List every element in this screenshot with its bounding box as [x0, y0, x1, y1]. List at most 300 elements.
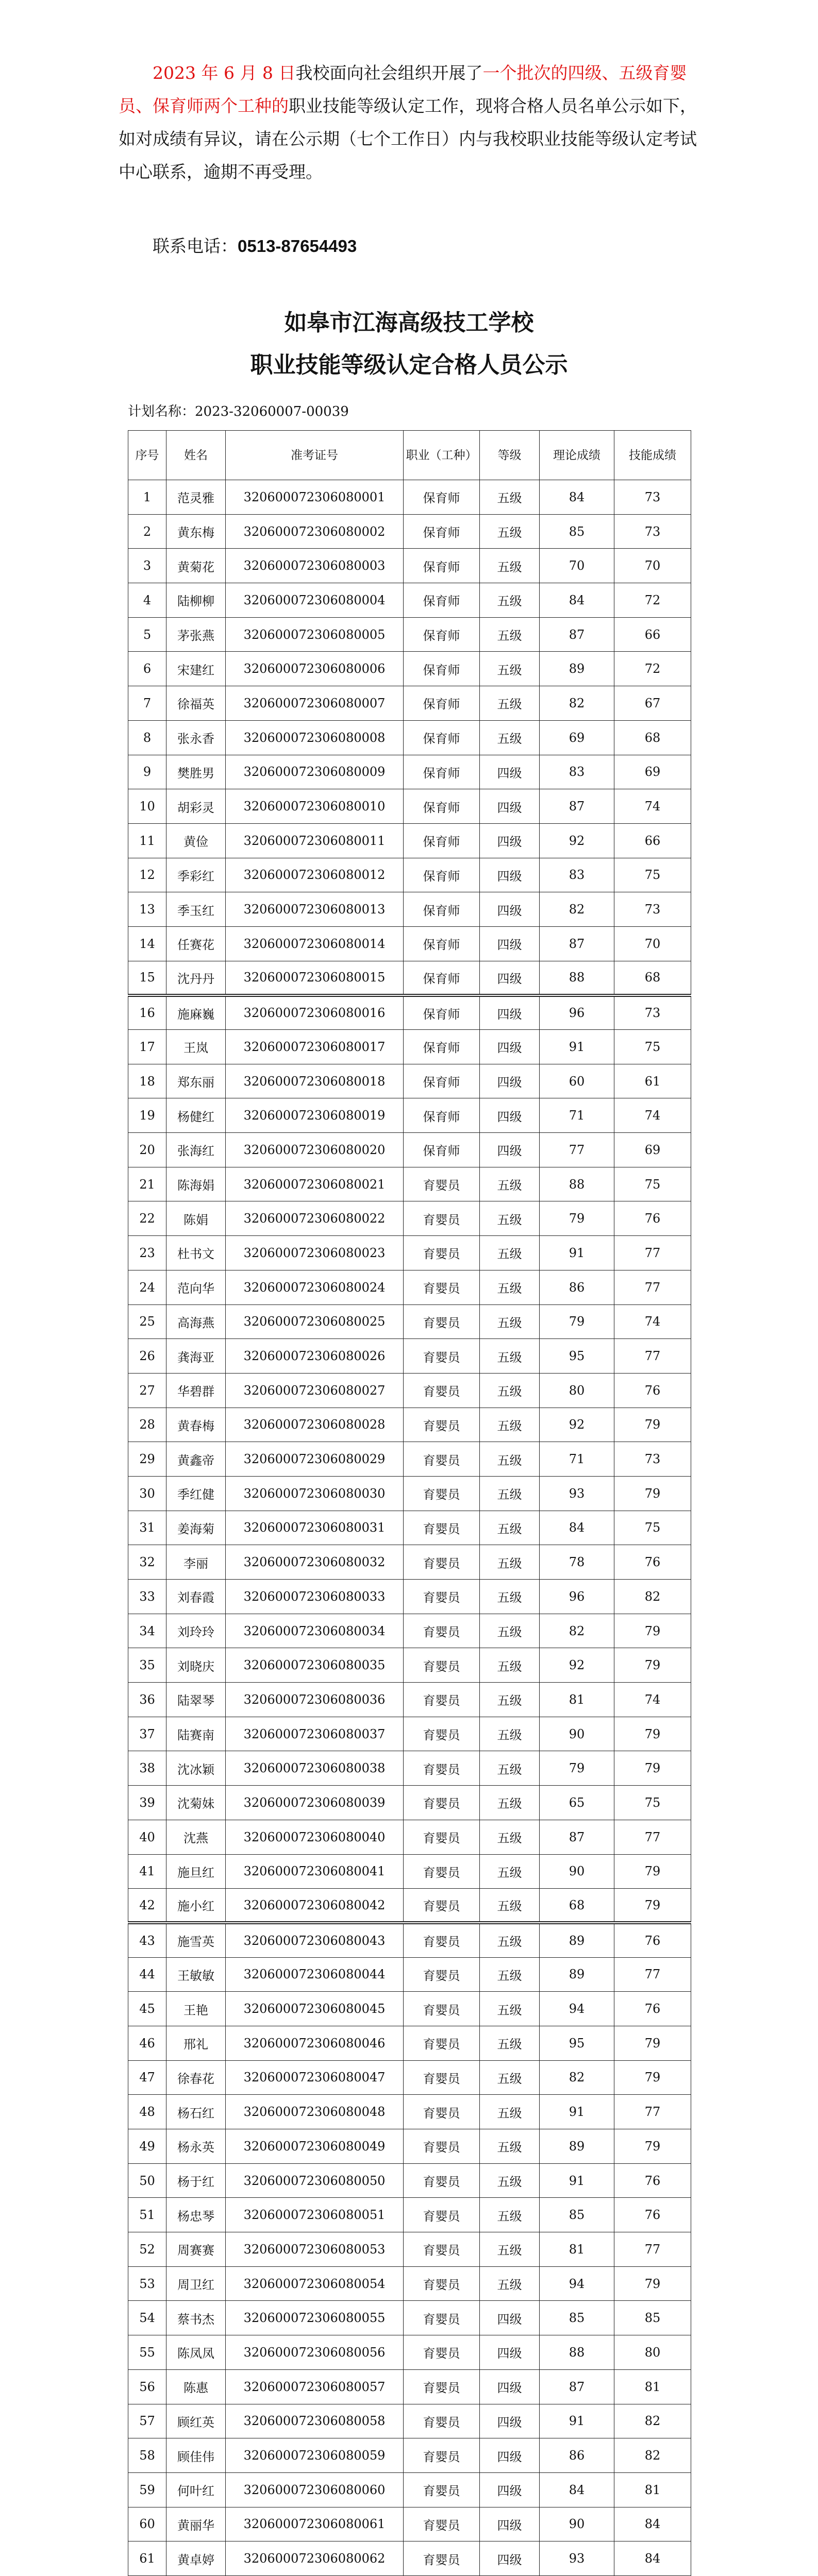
cell-skill: 79 — [614, 2060, 691, 2095]
cell-name: 顾佳伟 — [166, 2438, 226, 2473]
cell-job: 育婴员 — [404, 1889, 480, 1923]
cell-job: 保育师 — [404, 823, 480, 858]
cell-cert: 320600072306080044 — [226, 1957, 404, 1992]
cell-cert: 320600072306080016 — [226, 995, 404, 1030]
header-level: 等级 — [480, 431, 540, 480]
table-row — [128, 1304, 691, 1339]
cell-theory: 85 — [540, 2198, 614, 2232]
cell-level: 五级 — [480, 1201, 540, 1236]
cell-name: 刘玲玲 — [166, 1614, 226, 1648]
cell-theory: 94 — [540, 2266, 614, 2301]
cell-theory: 90 — [540, 2507, 614, 2541]
cell-seq: 61 — [128, 2541, 166, 2576]
table-row — [128, 2472, 691, 2507]
cell-name: 陆翠琴 — [166, 1683, 226, 1717]
table-row — [128, 1201, 691, 1236]
table-row — [128, 1030, 691, 1064]
cell-seq: 56 — [128, 2369, 166, 2404]
notice-text-1: 我校面向社会组织开展了 — [295, 63, 483, 83]
cell-seq: 24 — [128, 1270, 166, 1304]
cell-name: 樊胜男 — [166, 755, 226, 789]
cell-skill: 68 — [614, 961, 691, 995]
cell-level: 五级 — [480, 1614, 540, 1648]
cell-theory: 71 — [540, 1098, 614, 1133]
cell-job: 保育师 — [404, 961, 480, 995]
cell-skill: 77 — [614, 1270, 691, 1304]
cell-skill: 72 — [614, 583, 691, 618]
cell-level: 四级 — [480, 823, 540, 858]
cell-job: 保育师 — [404, 858, 480, 892]
cell-job: 保育师 — [404, 514, 480, 549]
table-body — [128, 480, 691, 2576]
cell-seq: 19 — [128, 1098, 166, 1133]
cell-level: 五级 — [480, 1751, 540, 1786]
cell-cert: 320600072306080002 — [226, 514, 404, 549]
notice-paragraph — [119, 57, 701, 189]
cell-cert: 320600072306080014 — [226, 926, 404, 961]
cell-skill: 82 — [614, 2438, 691, 2473]
table-row — [128, 755, 691, 789]
cell-skill: 70 — [614, 926, 691, 961]
cell-theory: 81 — [540, 1683, 614, 1717]
cell-job: 保育师 — [404, 755, 480, 789]
table-row — [128, 583, 691, 618]
table-row — [128, 1167, 691, 1201]
cell-name: 蔡书杰 — [166, 2301, 226, 2335]
cell-cert: 320600072306080042 — [226, 1889, 404, 1923]
cell-cert: 320600072306080022 — [226, 1201, 404, 1236]
cell-seq: 12 — [128, 858, 166, 892]
table-row — [128, 2266, 691, 2301]
cell-level: 五级 — [480, 1648, 540, 1683]
table-row — [128, 995, 691, 1030]
cell-seq: 11 — [128, 823, 166, 858]
cell-seq: 21 — [128, 1167, 166, 1201]
cell-name: 沈燕 — [166, 1820, 226, 1854]
cell-skill: 81 — [614, 2472, 691, 2507]
cell-theory: 88 — [540, 2335, 614, 2370]
table-row — [128, 1957, 691, 1992]
table-row — [128, 2301, 691, 2335]
cell-name: 杜书文 — [166, 1236, 226, 1270]
cell-cert: 320600072306080056 — [226, 2335, 404, 2370]
header-seq: 序号 — [128, 431, 166, 480]
cell-seq: 3 — [128, 549, 166, 583]
table-row — [128, 1511, 691, 1545]
cell-skill: 79 — [614, 1854, 691, 1889]
cell-theory: 88 — [540, 961, 614, 995]
table-row — [128, 1683, 691, 1717]
cell-theory: 78 — [540, 1545, 614, 1580]
table-row — [128, 1992, 691, 2026]
cell-seq: 46 — [128, 2026, 166, 2060]
cell-name: 张永香 — [166, 720, 226, 755]
cell-cert: 320600072306080055 — [226, 2301, 404, 2335]
cell-job: 育婴员 — [404, 1992, 480, 2026]
table-row — [128, 1064, 691, 1098]
cell-name: 杨于红 — [166, 2163, 226, 2198]
cell-seq: 52 — [128, 2232, 166, 2267]
cell-job: 育婴员 — [404, 1373, 480, 1408]
cell-cert: 320600072306080006 — [226, 652, 404, 686]
cell-cert: 320600072306080054 — [226, 2266, 404, 2301]
cell-seq: 58 — [128, 2438, 166, 2473]
cell-theory: 71 — [540, 1442, 614, 1477]
cell-job: 育婴员 — [404, 2232, 480, 2267]
table-row — [128, 1889, 691, 1923]
cell-skill: 77 — [614, 2095, 691, 2129]
cell-cert: 320600072306080021 — [226, 1167, 404, 1201]
cell-theory: 70 — [540, 549, 614, 583]
cell-seq: 43 — [128, 1923, 166, 1957]
cell-cert: 320600072306080039 — [226, 1786, 404, 1820]
table-header-row — [128, 431, 691, 480]
cell-name: 姜海菊 — [166, 1511, 226, 1545]
cell-cert: 320600072306080009 — [226, 755, 404, 789]
document-title: 职业技能等级认定合格人员公示 — [250, 352, 568, 378]
cell-name: 季彩红 — [166, 858, 226, 892]
cell-theory: 93 — [540, 2541, 614, 2576]
cell-level: 五级 — [480, 1889, 540, 1923]
cell-job: 保育师 — [404, 1030, 480, 1064]
cell-skill: 73 — [614, 892, 691, 927]
cell-job: 保育师 — [404, 686, 480, 721]
cell-seq: 39 — [128, 1786, 166, 1820]
cell-cert: 320600072306080029 — [226, 1442, 404, 1477]
cell-theory: 69 — [540, 720, 614, 755]
table-row — [128, 2404, 691, 2438]
table-row — [128, 2232, 691, 2267]
cell-skill: 74 — [614, 1098, 691, 1133]
cell-cert: 320600072306080004 — [226, 583, 404, 618]
table-row — [128, 892, 691, 927]
cell-skill: 79 — [614, 1648, 691, 1683]
cell-level: 五级 — [480, 652, 540, 686]
cell-skill: 75 — [614, 1167, 691, 1201]
notice-highlight: 一个批次的四级、五级育婴员、保育师两个工种的 — [119, 63, 687, 116]
cell-level: 五级 — [480, 1270, 540, 1304]
cell-level: 四级 — [480, 2404, 540, 2438]
cell-name: 王艳 — [166, 1992, 226, 2026]
table-row — [128, 2060, 691, 2095]
cell-skill: 66 — [614, 823, 691, 858]
cell-theory: 81 — [540, 2232, 614, 2267]
cell-name: 黄东梅 — [166, 514, 226, 549]
cell-level: 四级 — [480, 2541, 540, 2576]
cell-level: 四级 — [480, 2369, 540, 2404]
cell-level: 四级 — [480, 755, 540, 789]
cell-theory: 89 — [540, 2129, 614, 2164]
cell-seq: 54 — [128, 2301, 166, 2335]
cell-name: 徐春花 — [166, 2060, 226, 2095]
cell-skill: 73 — [614, 480, 691, 515]
cell-skill: 79 — [614, 2129, 691, 2164]
cell-level: 五级 — [480, 686, 540, 721]
cell-job: 保育师 — [404, 1064, 480, 1098]
cell-skill: 67 — [614, 686, 691, 721]
header-theory: 理论成绩 — [540, 431, 614, 480]
cell-level: 五级 — [480, 480, 540, 515]
table-row — [128, 1339, 691, 1374]
cell-theory: 89 — [540, 1923, 614, 1957]
cell-skill: 75 — [614, 1030, 691, 1064]
cell-skill: 73 — [614, 514, 691, 549]
cell-level: 五级 — [480, 1717, 540, 1751]
cell-level: 五级 — [480, 1476, 540, 1511]
cell-level: 五级 — [480, 1992, 540, 2026]
cell-cert: 320600072306080008 — [226, 720, 404, 755]
cell-cert: 320600072306080059 — [226, 2438, 404, 2473]
cell-level: 四级 — [480, 858, 540, 892]
cell-level: 四级 — [480, 1064, 540, 1098]
cell-job: 育婴员 — [404, 1511, 480, 1545]
cell-level: 五级 — [480, 1683, 540, 1717]
cell-level: 五级 — [480, 2232, 540, 2267]
table-row — [128, 1270, 691, 1304]
cell-cert: 320600072306080031 — [226, 1511, 404, 1545]
cell-level: 五级 — [480, 1923, 540, 1957]
table-row — [128, 1614, 691, 1648]
cell-theory: 90 — [540, 1854, 614, 1889]
cell-theory: 86 — [540, 2438, 614, 2473]
cell-cert: 320600072306080061 — [226, 2507, 404, 2541]
cell-job: 育婴员 — [404, 1854, 480, 1889]
cell-seq: 57 — [128, 2404, 166, 2438]
cell-job: 育婴员 — [404, 1339, 480, 1374]
cell-theory: 84 — [540, 1511, 614, 1545]
cell-skill: 77 — [614, 2232, 691, 2267]
cell-job: 育婴员 — [404, 1476, 480, 1511]
cell-job: 育婴员 — [404, 1786, 480, 1820]
cell-name: 黄俭 — [166, 823, 226, 858]
cell-job: 育婴员 — [404, 1957, 480, 1992]
cell-job: 育婴员 — [404, 2095, 480, 2129]
cell-skill: 76 — [614, 2198, 691, 2232]
cell-level: 四级 — [480, 926, 540, 961]
cell-seq: 49 — [128, 2129, 166, 2164]
cell-cert: 320600072306080049 — [226, 2129, 404, 2164]
header-job: 职业（工种） — [404, 431, 480, 480]
cell-name: 季玉红 — [166, 892, 226, 927]
cell-theory: 91 — [540, 1236, 614, 1270]
cell-name: 宋建红 — [166, 652, 226, 686]
cell-seq: 30 — [128, 1476, 166, 1511]
cell-seq: 59 — [128, 2472, 166, 2507]
cell-skill: 81 — [614, 2369, 691, 2404]
table-row — [128, 1236, 691, 1270]
cell-name: 任赛花 — [166, 926, 226, 961]
table-row — [128, 961, 691, 995]
cell-theory: 93 — [540, 1476, 614, 1511]
cell-theory: 95 — [540, 1339, 614, 1374]
cell-job: 育婴员 — [404, 2026, 480, 2060]
cell-level: 五级 — [480, 2198, 540, 2232]
cell-theory: 94 — [540, 1992, 614, 2026]
cell-level: 五级 — [480, 1339, 540, 1374]
cell-cert: 320600072306080057 — [226, 2369, 404, 2404]
cell-cert: 320600072306080041 — [226, 1854, 404, 1889]
cell-cert: 320600072306080051 — [226, 2198, 404, 2232]
cell-level: 五级 — [480, 549, 540, 583]
cell-name: 黄丽华 — [166, 2507, 226, 2541]
cell-skill: 79 — [614, 1476, 691, 1511]
notice-text-2: 职业技能等级认定工作，现将合格人员名单公示如下，如对成绩有异议，请在公示期（七个工作日）内与我校职业技能等级认定考试中心联系，逾期不再受理。 — [119, 96, 697, 182]
table-row — [128, 1133, 691, 1167]
cell-theory: 91 — [540, 1030, 614, 1064]
cell-level: 四级 — [480, 1133, 540, 1167]
cell-theory: 91 — [540, 2163, 614, 2198]
cell-cert: 320600072306080032 — [226, 1545, 404, 1580]
cell-name: 季红健 — [166, 1476, 226, 1511]
cell-seq: 45 — [128, 1992, 166, 2026]
cell-level: 四级 — [480, 2472, 540, 2507]
cell-cert: 320600072306080034 — [226, 1614, 404, 1648]
table-row — [128, 2438, 691, 2473]
cell-theory: 85 — [540, 2301, 614, 2335]
cell-seq: 2 — [128, 514, 166, 549]
cell-cert: 320600072306080018 — [226, 1064, 404, 1098]
cell-cert: 320600072306080017 — [226, 1030, 404, 1064]
cell-cert: 320600072306080023 — [226, 1236, 404, 1270]
cell-theory: 80 — [540, 1373, 614, 1408]
cell-level: 五级 — [480, 1408, 540, 1442]
cell-level: 五级 — [480, 720, 540, 755]
table-row — [128, 514, 691, 549]
table-row — [128, 2163, 691, 2198]
cell-theory: 88 — [540, 1167, 614, 1201]
cell-theory: 87 — [540, 789, 614, 824]
cell-level: 五级 — [480, 1545, 540, 1580]
cell-theory: 96 — [540, 1580, 614, 1614]
table-row — [128, 652, 691, 686]
cell-job: 育婴员 — [404, 2472, 480, 2507]
cell-theory: 92 — [540, 823, 614, 858]
cell-seq: 15 — [128, 961, 166, 995]
cell-job: 育婴员 — [404, 2404, 480, 2438]
cell-skill: 77 — [614, 1957, 691, 1992]
cell-cert: 320600072306080053 — [226, 2232, 404, 2267]
cell-name: 周卫红 — [166, 2266, 226, 2301]
cell-cert: 320600072306080007 — [226, 686, 404, 721]
cell-job: 育婴员 — [404, 1580, 480, 1614]
cell-skill: 76 — [614, 1201, 691, 1236]
cell-skill: 61 — [614, 1064, 691, 1098]
cell-skill: 74 — [614, 789, 691, 824]
cell-job: 育婴员 — [404, 2198, 480, 2232]
table-row — [128, 1545, 691, 1580]
cell-theory: 82 — [540, 1614, 614, 1648]
cell-level: 五级 — [480, 1580, 540, 1614]
table-row — [128, 823, 691, 858]
cell-cert: 320600072306080027 — [226, 1373, 404, 1408]
cell-name: 沈菊妹 — [166, 1786, 226, 1820]
cell-name: 华碧群 — [166, 1373, 226, 1408]
cell-cert: 320600072306080036 — [226, 1683, 404, 1717]
cell-seq: 17 — [128, 1030, 166, 1064]
cell-name: 陈惠 — [166, 2369, 226, 2404]
cell-level: 四级 — [480, 961, 540, 995]
cell-cert: 320600072306080043 — [226, 1923, 404, 1957]
table-row — [128, 720, 691, 755]
cell-seq: 18 — [128, 1064, 166, 1098]
table-row — [128, 1923, 691, 1957]
cell-seq: 29 — [128, 1442, 166, 1477]
cell-level: 五级 — [480, 514, 540, 549]
table-row — [128, 1751, 691, 1786]
cell-name: 张海红 — [166, 1133, 226, 1167]
cell-theory: 87 — [540, 926, 614, 961]
cell-cert: 320600072306080033 — [226, 1580, 404, 1614]
school-name: 如皋市江海高级技工学校 — [284, 310, 534, 336]
cell-seq: 51 — [128, 2198, 166, 2232]
cell-job: 育婴员 — [404, 1683, 480, 1717]
cell-job: 育婴员 — [404, 2301, 480, 2335]
cell-skill: 82 — [614, 2404, 691, 2438]
cell-skill: 69 — [614, 1133, 691, 1167]
table-row — [128, 1442, 691, 1477]
cell-level: 五级 — [480, 1786, 540, 1820]
cell-job: 育婴员 — [404, 1614, 480, 1648]
table-row — [128, 1854, 691, 1889]
cell-name: 黄菊花 — [166, 549, 226, 583]
cell-seq: 36 — [128, 1683, 166, 1717]
cell-job: 保育师 — [404, 720, 480, 755]
cell-name: 黄鑫帝 — [166, 1442, 226, 1477]
cell-theory: 60 — [540, 1064, 614, 1098]
cell-job: 保育师 — [404, 617, 480, 652]
cell-name: 龚海亚 — [166, 1339, 226, 1374]
cell-skill: 75 — [614, 858, 691, 892]
table-row — [128, 2507, 691, 2541]
header-name: 姓名 — [166, 431, 226, 480]
cell-level: 五级 — [480, 617, 540, 652]
cell-seq: 34 — [128, 1614, 166, 1648]
cell-job: 保育师 — [404, 652, 480, 686]
cell-cert: 320600072306080038 — [226, 1751, 404, 1786]
cell-job: 育婴员 — [404, 1167, 480, 1201]
cell-name: 杨永英 — [166, 2129, 226, 2164]
contact-line — [153, 233, 357, 257]
cell-level: 五级 — [480, 1167, 540, 1201]
qualified-roster-table — [128, 430, 691, 2576]
cell-job: 保育师 — [404, 583, 480, 618]
cell-name: 邢礼 — [166, 2026, 226, 2060]
cell-seq: 8 — [128, 720, 166, 755]
cell-skill: 79 — [614, 2266, 691, 2301]
cell-cert: 320600072306080001 — [226, 480, 404, 515]
cell-theory: 77 — [540, 1133, 614, 1167]
cell-name: 黄春梅 — [166, 1408, 226, 1442]
cell-level: 五级 — [480, 2266, 540, 2301]
cell-seq: 22 — [128, 1201, 166, 1236]
cell-level: 五级 — [480, 1511, 540, 1545]
cell-seq: 25 — [128, 1304, 166, 1339]
table-row — [128, 2541, 691, 2576]
cell-skill: 80 — [614, 2335, 691, 2370]
cell-job: 育婴员 — [404, 1408, 480, 1442]
table-row — [128, 2198, 691, 2232]
cell-cert: 320600072306080037 — [226, 1717, 404, 1751]
cell-cert: 320600072306080062 — [226, 2541, 404, 2576]
cell-cert: 320600072306080011 — [226, 823, 404, 858]
cell-skill: 77 — [614, 1236, 691, 1270]
cell-name: 施雪英 — [166, 1923, 226, 1957]
cell-name: 杨健红 — [166, 1098, 226, 1133]
table-row — [128, 2026, 691, 2060]
cell-theory: 87 — [540, 1820, 614, 1854]
table-row — [128, 1786, 691, 1820]
cell-seq: 4 — [128, 583, 166, 618]
